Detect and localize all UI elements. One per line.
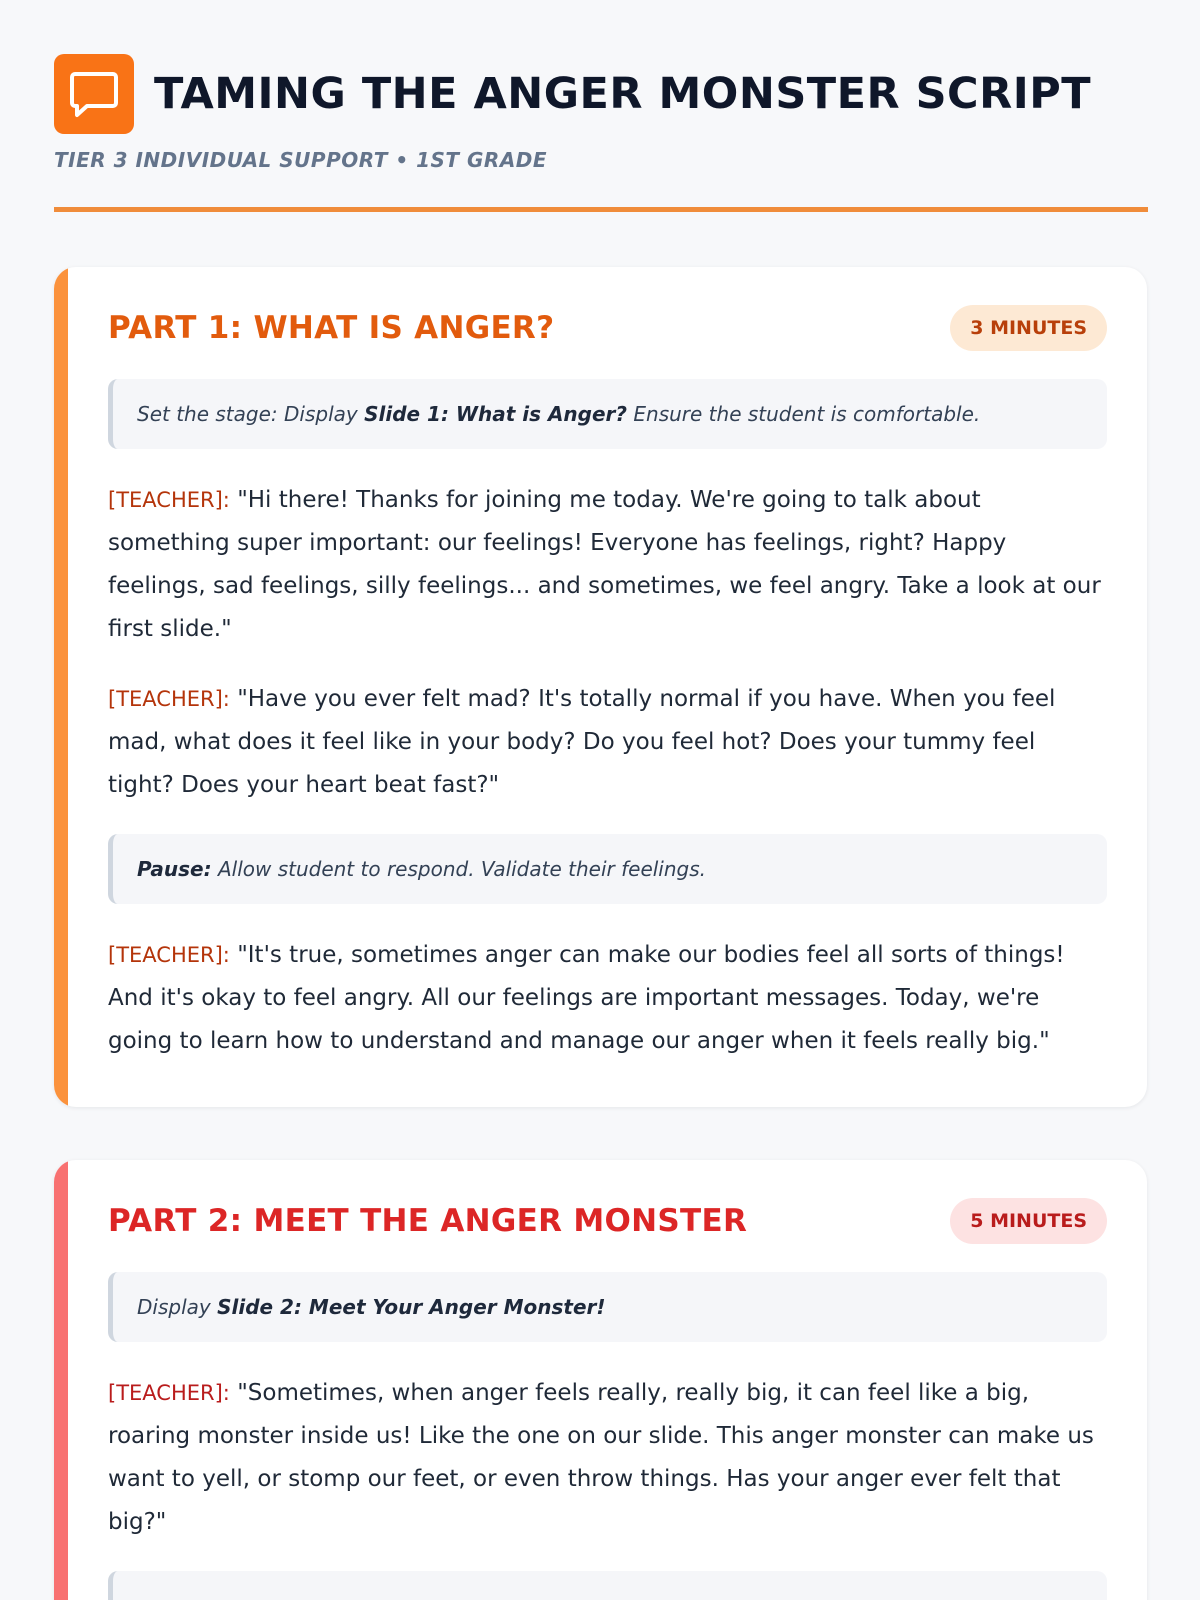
page-subtitle: TIER 3 INDIVIDUAL SUPPORT • 1ST GRADE [54, 148, 548, 172]
header [54, 54, 1148, 172]
stage-direction-note-partial [108, 1571, 1107, 1600]
section-header [108, 1198, 1107, 1244]
note-text: Set the stage: Display [137, 402, 365, 426]
teacher-line-text: "It's true, sometimes anger can make our bodies feel all sorts of things! And it's okay to feel angry. All our feelings are important messages. Today, we're going to learn how to understand and manage our anger when it feels really big." [108, 942, 1065, 1054]
teacher-line [108, 934, 1107, 1063]
section-card-part-2 [54, 1160, 1147, 1600]
chat-bubble-icon [54, 54, 134, 134]
page-title: TAMING THE ANGER MONSTER SCRIPT [154, 69, 1092, 119]
speaker-label: [TEACHER]: [108, 943, 230, 967]
pause-note [108, 834, 1107, 904]
teacher-line [108, 1372, 1107, 1544]
stage-direction-note [108, 379, 1107, 449]
note-text: Display [137, 1295, 218, 1319]
speaker-label: [TEACHER]: [108, 1381, 230, 1405]
section-title: PART 2: MEET THE ANGER MONSTER [108, 1203, 748, 1239]
title-row [54, 54, 1148, 134]
section-title: PART 1: WHAT IS ANGER? [108, 310, 555, 346]
section-accent-bar [54, 267, 68, 1107]
speaker-label: [TEACHER]: [108, 687, 230, 711]
note-text: Allow student to respond. Validate their feelings. [211, 857, 707, 881]
teacher-line-text: "Hi there! Thanks for joining me today. We're going to talk about something super important: our feelings! Everyone has feelings, right? Happy feelings, sad feelings, silly feelings... and sometimes, we feel angry. Take a look at our first slide." [108, 487, 1101, 642]
teacher-line [108, 479, 1107, 651]
stage-direction-note [108, 1272, 1107, 1342]
section-accent-bar [54, 1160, 68, 1600]
speaker-label: [TEACHER]: [108, 488, 230, 512]
note-bold-text: Slide 1: What is Anger? [364, 402, 628, 426]
duration-badge: 3 MINUTES [950, 305, 1107, 351]
note-bold-text: Slide 2: Meet Your Anger Monster! [217, 1295, 606, 1319]
teacher-line [108, 678, 1107, 807]
note-text: Ensure the student is comfortable. [627, 402, 981, 426]
teacher-line-text: "Have you ever felt mad? It's totally normal if you have. When you feel mad, what does it feel like in your body? Do you feel hot? Does your tummy feel tight? Does your heart beat fast?" [108, 686, 1056, 798]
section-card-part-1 [54, 267, 1147, 1107]
header-divider [54, 207, 1148, 212]
duration-badge: 5 MINUTES [950, 1198, 1107, 1244]
teacher-line-text: "Sometimes, when anger feels really, really big, it can feel like a big, roaring monster inside us! Like the one on our slide. This anger monster can make us want to yell, or stomp our feet, or even throw things. Has your anger ever felt that big?" [108, 1380, 1094, 1535]
section-header [108, 305, 1107, 351]
note-bold-text: Pause: [137, 857, 212, 881]
